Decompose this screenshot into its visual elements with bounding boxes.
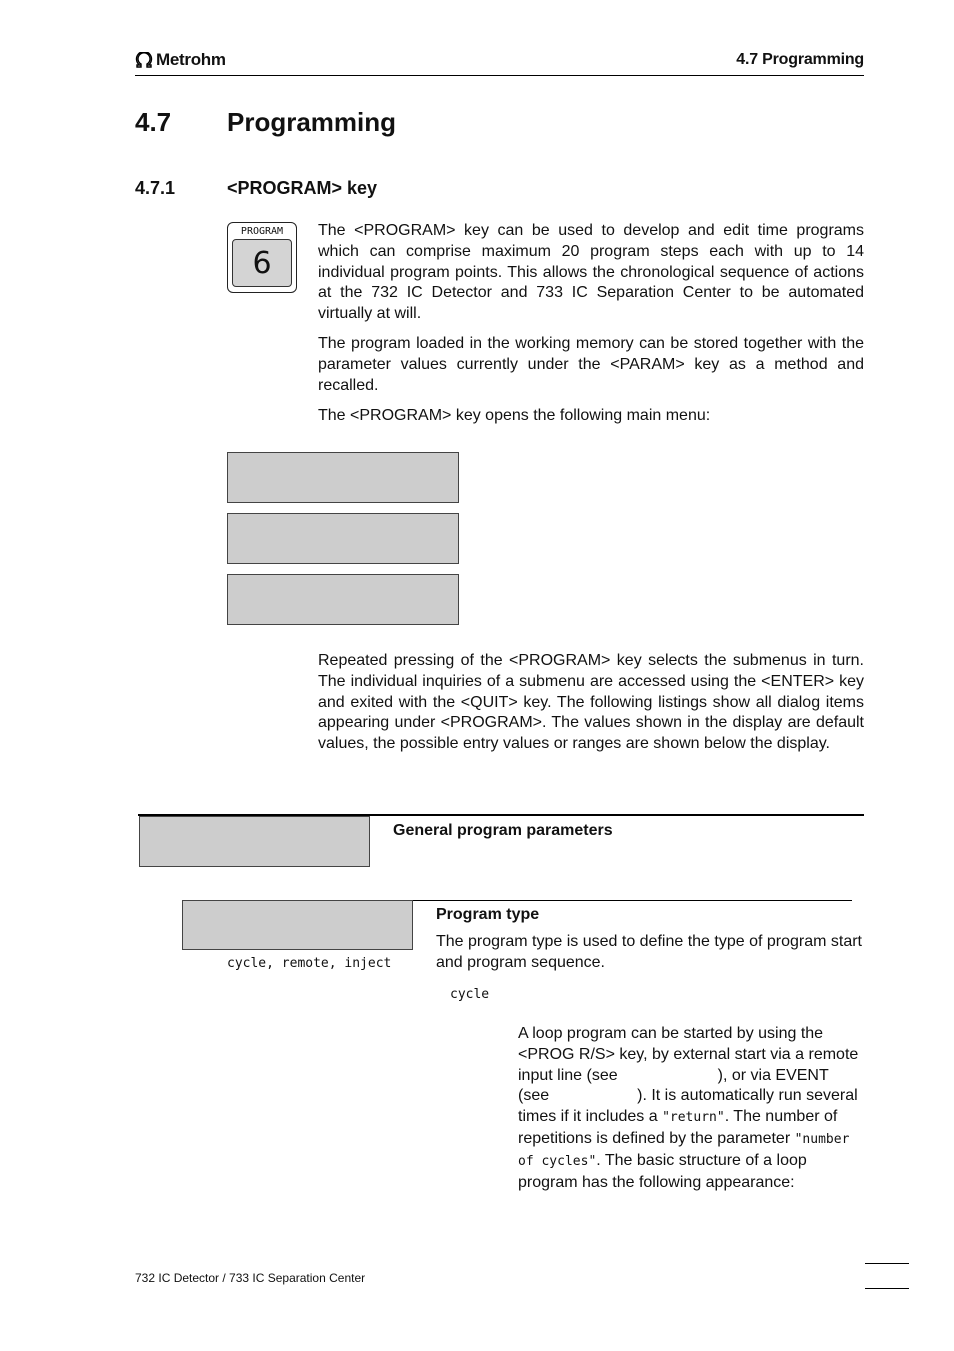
loop-text-2: ), or via EVENT (see <box>518 1066 829 1105</box>
loop-text-1: A loop program can be started by using the <PROG R/S> key, by external start via a remote input line (see <box>518 1025 859 1084</box>
program-key-digit: 6 <box>232 239 292 287</box>
program-key-label: PROGRAM <box>240 226 284 237</box>
program-type-title: Program type <box>436 906 540 923</box>
intro-paragraph-1: The <PROGRAM> key can be used to develop and edit time programs which can comprise maximum 20 program steps each with up to 14 individual program points. This allows the chronological sequence of actions at the 732 IC Detector and 733 IC Separation Center to be automated virtually at will. <box>318 222 864 323</box>
footer-text: 732 IC Detector / 733 IC Separation Center <box>135 1271 366 1285</box>
submenu-paragraph: Repeated pressing of the <PROGRAM> key selects the submenus in turn. The individual inquiries of a submenu are accessed using the <ENTER> key and exited with the <QUIT> key. The following listings show all dialog items appearing under <PROGRAM>. The values shown in the display are default values, the possible entry values or ranges are shown below the display. <box>318 652 864 753</box>
program-key-icon <box>227 222 297 293</box>
intro-paragraph-3: The <PROGRAM> key opens the following main menu: <box>318 407 711 424</box>
display-panel-1 <box>227 452 459 503</box>
loop-program-paragraph <box>518 1024 864 1193</box>
general-display-panel <box>139 816 370 867</box>
loop-text-4: . The number of repetitions is defined by the parameter <box>518 1108 838 1147</box>
subsection-number: 4.7.1 <box>135 178 176 198</box>
brand-name: Metrohm <box>156 50 226 69</box>
brand-logo <box>135 50 226 70</box>
header-section-ref: 4.7 Programming <box>736 51 864 68</box>
metrohm-omega-icon <box>135 52 153 68</box>
loop-text-3: ). It is automatically run several times if it includes a <box>518 1087 858 1126</box>
option-cycle-label: cycle <box>450 987 490 1002</box>
program-type-display-panel <box>182 900 413 950</box>
return-code: "return" <box>662 1110 725 1126</box>
intro-paragraph-2: The program loaded in the working memory can be stored together with the parameter values currently under the <PARAM> key as a method and recalled. <box>318 335 864 394</box>
section-title: Programming <box>227 107 397 137</box>
subsection-title: <PROGRAM> key <box>227 178 378 198</box>
section-number: 4.7 <box>135 107 172 137</box>
header-divider <box>135 75 864 76</box>
display-panel-3 <box>227 574 459 625</box>
general-parameters-title: General program parameters <box>393 822 613 839</box>
program-type-entry-values: cycle, remote, inject <box>227 956 392 971</box>
number-of-cycles-code: "number of cycles" <box>518 1131 850 1169</box>
program-type-divider <box>412 900 852 901</box>
program-type-description: The program type is used to define the type of program start and program sequence. <box>436 933 862 971</box>
display-panel-2 <box>227 513 459 564</box>
footer-page-line-top <box>865 1263 909 1264</box>
loop-text-5: . The basic structure of a loop program has the following appearance: <box>518 1151 807 1191</box>
footer-page-line-bottom <box>865 1288 909 1289</box>
